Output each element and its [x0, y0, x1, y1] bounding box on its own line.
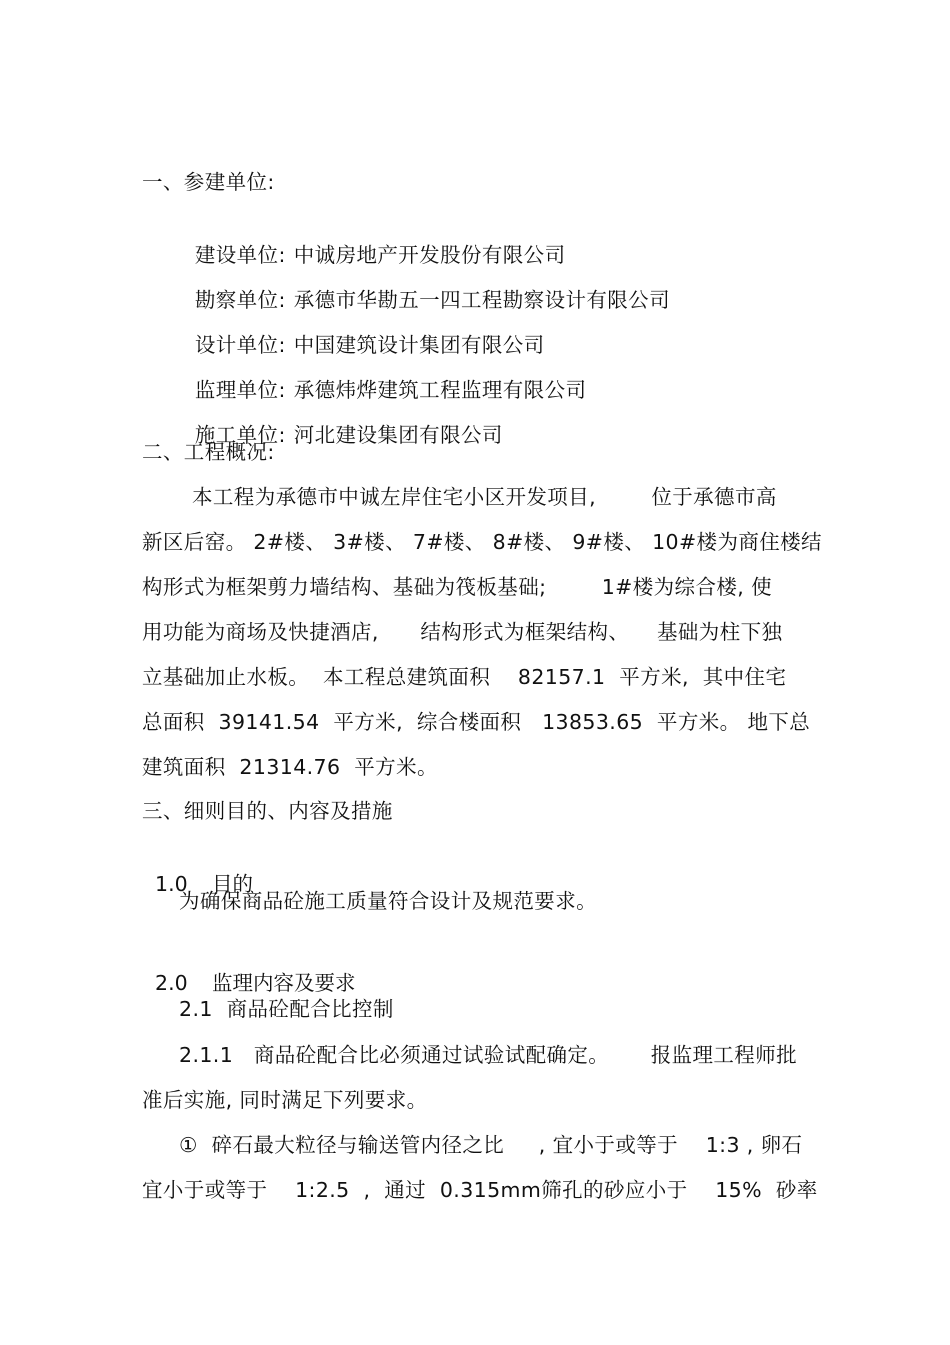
- unit-label: 设计单位:: [194, 333, 286, 357]
- overview-line: 总面积 39141.54 平方米, 综合楼面积 13853.65 平方米。 地下总: [142, 710, 811, 734]
- overview-line: 立基础加止水板。 本工程总建筑面积 82157.1 平方米, 其中住宅: [142, 665, 787, 689]
- unit-row-construction: [181, 213, 566, 267]
- requirement-1-line: 宜小于或等于 1:2.5 , 通过 0.315mm筛孔的砂应小于 15% 砂率: [142, 1178, 818, 1202]
- section3-heading: 三、细则目的、内容及措施: [142, 799, 393, 823]
- section2-heading: 二、工程概况:: [142, 440, 275, 464]
- overview-line: 构形式为框架剪力墙结构、基础为筏板基础; 1#楼为综合楼, 使: [142, 575, 772, 599]
- overview-line: 用功能为商场及快捷酒店, 结构形式为框架结构、 基础为柱下独: [142, 620, 783, 644]
- item-number: 2.0: [155, 971, 188, 995]
- item-2-heading: [142, 941, 356, 995]
- unit-label: 施工单位:: [194, 423, 286, 447]
- item-number: 1.0: [155, 872, 188, 896]
- unit-label: 建设单位:: [194, 243, 286, 267]
- subsection-2-1-1-line: 准后实施, 同时满足下列要求。: [142, 1088, 428, 1112]
- unit-row-design: [181, 303, 545, 357]
- unit-label: 勘察单位:: [194, 288, 286, 312]
- unit-value: 中国建筑设计集团有限公司: [293, 333, 545, 357]
- unit-value: 承德市华勘五一四工程勘察设计有限公司: [293, 288, 670, 312]
- unit-value: 河北建设集团有限公司: [293, 423, 503, 447]
- section1-heading: 一、参建单位:: [142, 170, 275, 194]
- overview-line: 新区后窑。 2#楼、 3#楼、 7#楼、 8#楼、 9#楼、 10#楼为商住楼结: [142, 530, 822, 554]
- item-1-text: 为确保商品砼施工质量符合设计及规范要求。: [179, 889, 597, 913]
- overview-line: 建筑面积 21314.76 平方米。: [142, 755, 438, 779]
- unit-row-survey: [181, 258, 670, 312]
- unit-label: 监理单位:: [194, 378, 286, 402]
- item-1-heading: [142, 842, 253, 896]
- unit-value: 中诚房地产开发股份有限公司: [293, 243, 566, 267]
- subsection-2-1-1-line: 2.1.1 商品砼配合比必须通过试验试配确定。 报监理工程师批: [179, 1043, 798, 1067]
- unit-row-supervision: [181, 348, 587, 402]
- requirement-1-line: ① 碎石最大粒径与输送管内径之比 , 宜小于或等于 1:3 , 卵石: [179, 1133, 803, 1157]
- subsection-2-1: 2.1 商品砼配合比控制: [179, 997, 394, 1021]
- unit-row-contractor: [181, 393, 503, 447]
- item-title: 监理内容及要求: [212, 971, 356, 995]
- overview-line: 本工程为承德市中诚左岸住宅小区开发项目, 位于承德市高: [192, 485, 777, 509]
- unit-value: 承德炜烨建筑工程监理有限公司: [293, 378, 587, 402]
- item-title: 目的: [212, 872, 253, 896]
